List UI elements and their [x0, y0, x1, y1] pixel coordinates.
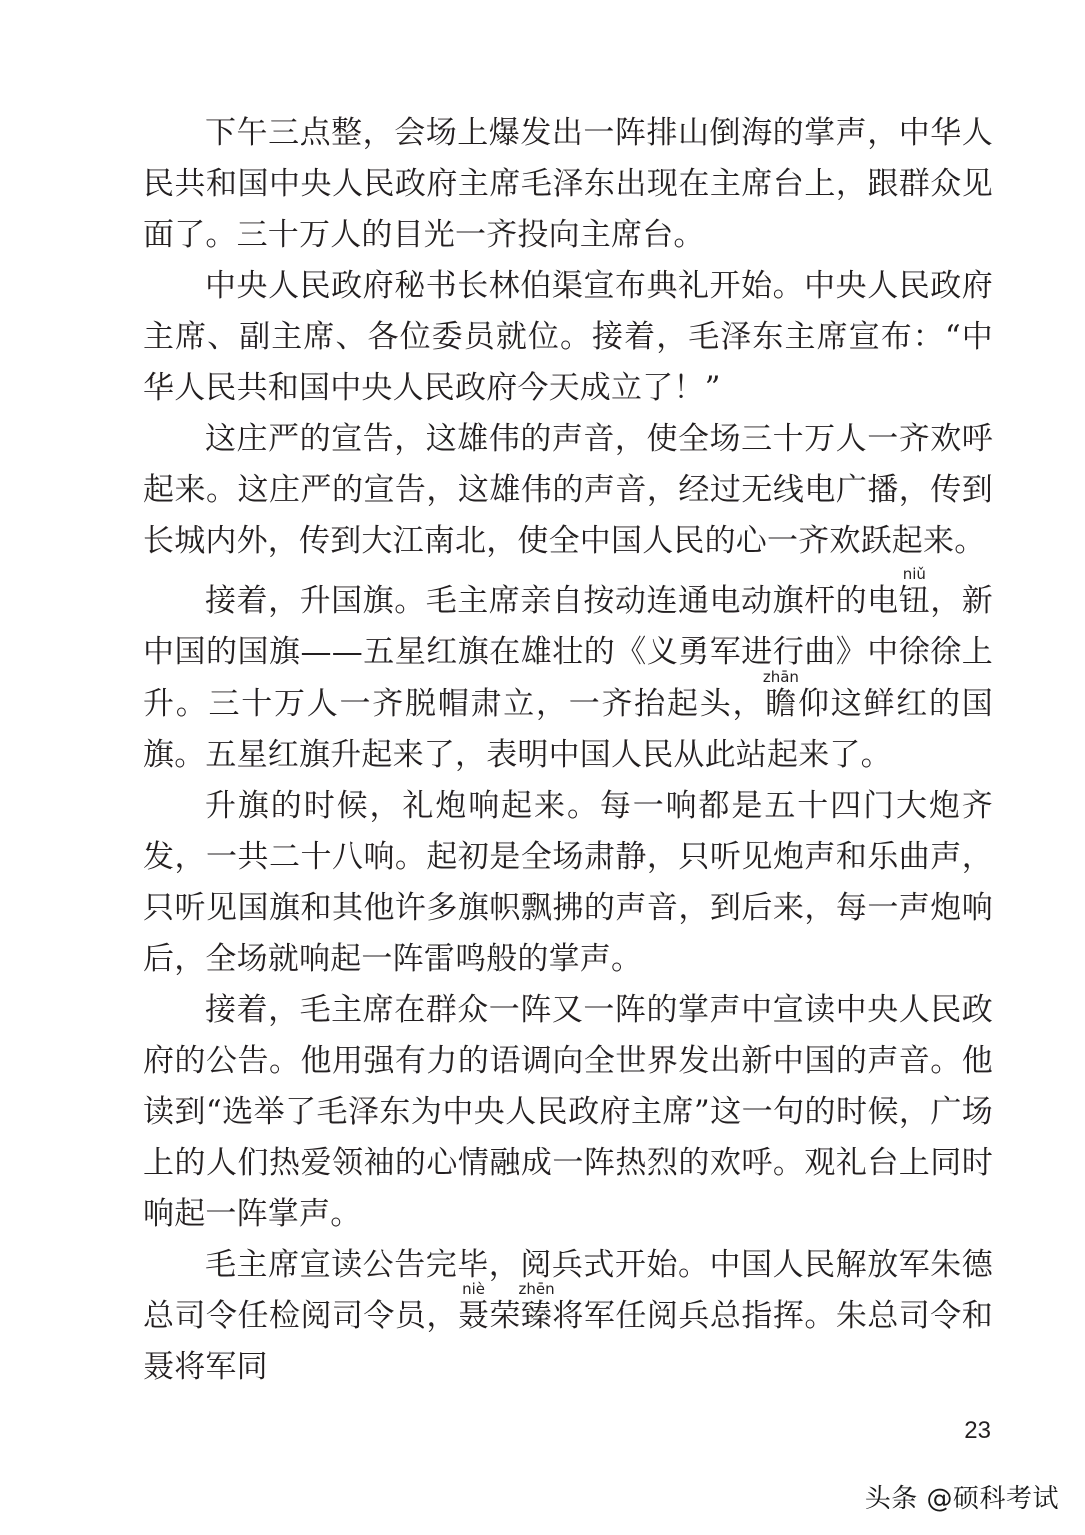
pinyin: zhēn — [518, 1280, 555, 1298]
ruby-char: 钮 — [898, 583, 931, 619]
paragraph: 中央人民政府秘书长林伯渠宣布典礼开始。中央人民政府主席、副主席、各位委员就位。接着，毛泽东主席宣布：“中华人民共和国中央人民政府今天成立了！” — [143, 268, 993, 406]
text-run: 毛主席宣读公告完毕，阅兵式开始。中国人民解放军朱德总司令任检阅司令员， — [143, 1247, 993, 1334]
pinyin: niè — [457, 1280, 490, 1298]
page-number: 23 — [964, 1417, 991, 1444]
text-run: 仰这鲜红的国旗。五星红旗升起来了，表明中国人民从此站起来了。 — [143, 686, 993, 773]
ruby-annotation — [762, 668, 799, 722]
paragraph: 升旗的时候，礼炮响起来。每一响都是五十四门大炮齐发，一共二十八响。起初是全场肃静，只听见炮声和乐曲声，只听见国旗和其他许多旗帜飘拂的声音，到后来，每一声炮响后，全场就响起一阵雷鸣般的掌声。 — [143, 788, 993, 977]
ruby-annotation — [457, 1280, 490, 1334]
text-run: 接着，升国旗。毛主席亲自按动连通电动旗杆的电 — [205, 583, 899, 619]
text-run: 将军任阅兵总指挥。朱总司令和聂将军同 — [143, 1298, 993, 1385]
ruby-char: 臻 — [518, 1298, 555, 1334]
watermark: 头条 @硕科考试 — [864, 1484, 1059, 1514]
text-run: 荣 — [489, 1298, 521, 1334]
paragraph: 接着，毛主席在群众一阵又一阵的掌声中宣读中央人民政府的公告。他用强有力的语调向全世界发出新中国的声音。他读到“选举了毛泽东为中央人民政府主席”这一句的时候，广场上的人们热爱领袖的心情融成一阵热烈的欢呼。观礼台上同时响起一阵掌声。 — [143, 992, 993, 1232]
paragraph — [143, 567, 993, 781]
pinyin: zhān — [762, 668, 799, 686]
ruby-annotation — [898, 565, 931, 619]
text-run: ，新中国的国旗——五星红旗在雄壮的《义勇军进行曲》中徐徐上升。三十万人一齐脱帽肃立，一齐抬起头， — [143, 583, 993, 722]
paragraph — [143, 1240, 993, 1393]
ruby-char: 瞻 — [762, 686, 799, 722]
paragraph: 下午三点整，会场上爆发出一阵排山倒海的掌声，中华人民共和国中央人民政府主席毛泽东出现在主席台上，跟群众见面了。三十万人的目光一齐投向主席台。 — [143, 115, 993, 253]
pinyin: niǔ — [898, 565, 930, 583]
ruby-annotation — [518, 1280, 555, 1334]
ruby-char: 聂 — [457, 1298, 490, 1334]
paragraph: 这庄严的宣告，这雄伟的声音，使全场三十万人一齐欢呼起来。这庄严的宣告，这雄伟的声音，经过无线电广播，传到长城内外，传到大江南北，使全中国人民的心一齐欢跃起来。 — [143, 421, 993, 559]
page-body — [143, 108, 993, 1393]
